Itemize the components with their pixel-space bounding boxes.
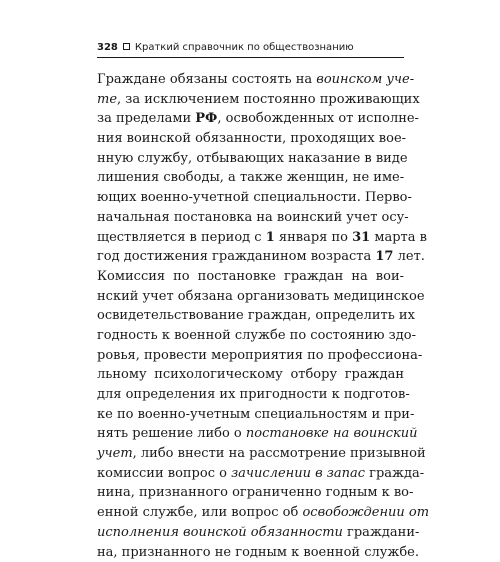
text-line — [97, 523, 404, 543]
text-run: за пределами — [97, 111, 195, 126]
italic-term: зачислении в запас — [231, 466, 365, 481]
book-title: Краткий справочник по обществознанию — [135, 42, 354, 53]
text-run: нять решение либо о — [97, 426, 246, 441]
text-run: нина, признанного ограниченно годным к во- — [97, 485, 413, 500]
text-line — [97, 365, 404, 385]
text-line — [97, 464, 404, 484]
text-line — [97, 483, 404, 503]
text-line — [97, 208, 404, 228]
text-run: ровья, провести мероприятия по профессиона- — [97, 348, 422, 363]
text-line — [97, 503, 404, 523]
text-line — [97, 228, 404, 248]
header-rule — [97, 57, 404, 58]
text-line — [97, 287, 404, 307]
text-line — [97, 90, 404, 110]
text-run: для определения их пригодности к подготов- — [97, 387, 410, 402]
text-line — [97, 306, 404, 326]
text-run: гражда- — [365, 466, 424, 481]
text-line — [97, 405, 404, 425]
italic-term: исполнения воинской обязанности — [97, 525, 343, 540]
text-line — [97, 70, 404, 90]
italic-term: воинском уче- — [316, 72, 414, 87]
page-number: 328 — [97, 42, 118, 53]
bold-term: 1 — [266, 230, 275, 245]
text-run: лишения свободы, а также женщин, не име- — [97, 170, 404, 185]
text-line — [97, 385, 404, 405]
text-line — [97, 109, 404, 129]
running-header — [97, 40, 404, 56]
italic-term: те — [97, 92, 117, 107]
text-run: нную службу, отбывающих наказание в виде — [97, 151, 408, 166]
text-line — [97, 129, 404, 149]
text-run: января по — [275, 230, 352, 245]
text-run: енной службе, или вопрос об — [97, 505, 302, 520]
italic-term: постановке на воинский — [246, 426, 418, 441]
text-run: , за исключением постоянно проживающих — [117, 92, 420, 107]
body-text — [97, 70, 404, 562]
text-run: льному психологическому отбору граждан — [97, 367, 404, 382]
text-run: комиссии вопрос о — [97, 466, 231, 481]
text-run: Комиссия по постановке граждан на вои- — [97, 269, 404, 284]
text-run: ществляется в период с — [97, 230, 266, 245]
text-line — [97, 326, 404, 346]
bold-term: РФ — [195, 111, 217, 126]
text-line — [97, 247, 404, 267]
bold-term: 31 — [352, 230, 370, 245]
text-run: ке по военно-учетным специальностям и при- — [97, 407, 414, 422]
text-line — [97, 543, 404, 562]
text-run: ния воинской обязанности, проходящих вое- — [97, 131, 406, 146]
text-line — [97, 188, 404, 208]
text-run: марта в — [370, 230, 427, 245]
text-run: освидетельствование граждан, определить их — [97, 308, 415, 323]
text-line — [97, 267, 404, 287]
text-run: , освобожденных от исполне- — [217, 111, 419, 126]
text-run: год достижения гражданином возраста — [97, 249, 375, 264]
text-run: на, признанного не годным к военной службе. — [97, 545, 419, 560]
italic-term: учет — [97, 446, 133, 461]
text-run: Граждане обязаны состоять на — [97, 72, 316, 87]
text-run: ющих военно-учетной специальности. Перво- — [97, 190, 412, 205]
text-line — [97, 424, 404, 444]
text-line — [97, 149, 404, 169]
text-run: годность к военной службе по состоянию здо- — [97, 328, 416, 343]
italic-term: освобождении от — [302, 505, 429, 520]
text-run: нский учет обязана организовать медицинское — [97, 289, 425, 304]
text-run: лет. — [393, 249, 424, 264]
text-run: , либо внести на рассмотрение призывной — [133, 446, 426, 461]
bold-term: 17 — [375, 249, 393, 264]
text-line — [97, 444, 404, 464]
square-separator-icon — [123, 43, 130, 50]
text-line — [97, 168, 404, 188]
text-run: граждани- — [343, 525, 419, 540]
text-run: начальная постановка на воинский учет осу- — [97, 210, 409, 225]
text-line — [97, 346, 404, 366]
